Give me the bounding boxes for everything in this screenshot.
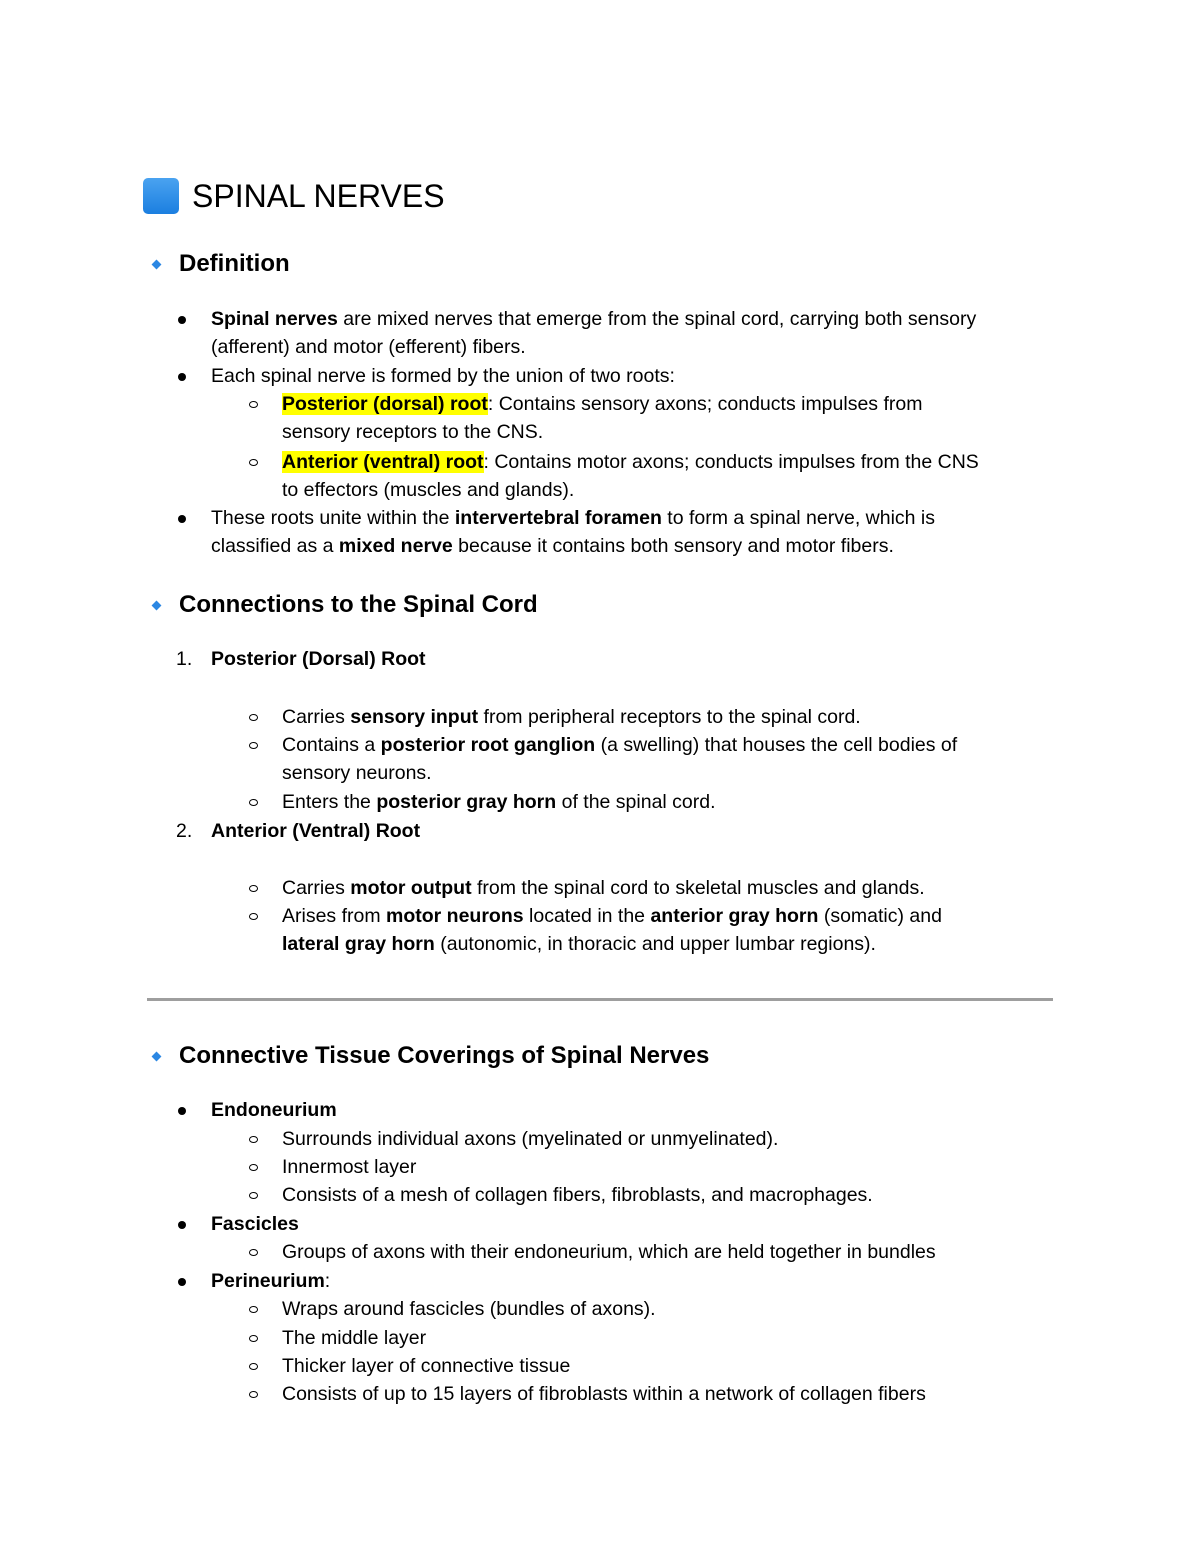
bullet-icon <box>178 1221 186 1229</box>
sub-list-item-text: (a swelling) that houses the cell bodies of <box>595 734 958 756</box>
bold-term: intervertebral foramen <box>454 507 662 529</box>
sub-list-item: Groups of axons with their endoneurium, which are held together in bundles <box>282 1241 936 1263</box>
list-item-title: Endoneurium <box>211 1099 337 1121</box>
bold-term: mixed nerve <box>338 535 453 557</box>
sub-list-item: Thicker layer of connective tissue <box>282 1355 571 1377</box>
sub-list-item-text: Arises from <box>282 905 387 927</box>
list-item-text: classified as a <box>211 535 339 557</box>
list-number: 2. <box>176 820 193 842</box>
sub-list-item-continuation: to effectors (muscles and glands). <box>282 479 575 501</box>
highlighted-term: Anterior (ventral) root <box>282 451 484 473</box>
bullet-icon <box>178 1107 186 1115</box>
section-heading-definition <box>152 249 290 279</box>
sub-list-item <box>282 703 861 731</box>
sub-list-item <box>282 902 942 930</box>
sub-list-item: The middle layer <box>282 1327 427 1349</box>
list-item-text: : <box>324 1270 331 1292</box>
hollow-bullet-icon <box>249 459 258 466</box>
sub-list-item-text: Enters the <box>282 791 377 813</box>
numbered-item-title: Anterior (Ventral) Root <box>211 820 421 842</box>
hollow-bullet-icon <box>249 1363 258 1370</box>
section-heading-coverings <box>152 1041 709 1071</box>
sub-list-item <box>282 390 922 418</box>
sub-list-item-text: of the spinal cord. <box>556 791 716 813</box>
sub-list-item-text: : Contains sensory axons; conducts impulses from <box>487 393 923 415</box>
list-item: Each spinal nerve is formed by the union of two roots: <box>211 365 675 387</box>
sub-list-item-text: : Contains motor axons; conducts impulses from the CNS <box>483 451 979 473</box>
list-item-text: are mixed nerves that emerge from the spinal cord, carrying both sensory <box>337 308 977 330</box>
sub-list-item <box>282 448 979 476</box>
sub-list-item-text: Carries <box>282 706 351 728</box>
list-item-continuation: (afferent) and motor (efferent) fibers. <box>211 336 526 358</box>
hollow-bullet-icon <box>249 401 258 408</box>
list-number: 1. <box>176 648 193 670</box>
hollow-bullet-icon <box>249 1164 258 1171</box>
bold-term: motor neurons <box>386 905 524 927</box>
bold-term: anterior gray horn <box>650 905 819 927</box>
bullet-icon <box>178 515 186 523</box>
sub-list-item: Innermost layer <box>282 1156 417 1178</box>
bullet-icon <box>178 316 186 324</box>
sub-list-item-text: Carries <box>282 877 351 899</box>
hollow-bullet-icon <box>249 1306 258 1313</box>
section-heading-text: Definition <box>179 250 290 277</box>
bullet-icon <box>178 1278 186 1286</box>
list-item-text: because it contains both sensory and motor fibers. <box>452 535 894 557</box>
bold-term: posterior root ganglion <box>380 734 596 756</box>
section-heading-connections <box>152 590 538 620</box>
hollow-bullet-icon <box>249 714 258 721</box>
blue-diamond-icon <box>152 1051 162 1061</box>
blue-square-icon <box>143 178 179 214</box>
sub-list-item <box>282 731 957 759</box>
bold-term: Perineurium <box>211 1270 325 1292</box>
highlighted-term: Posterior (dorsal) root <box>282 393 488 415</box>
sub-list-item-text: from peripheral receptors to the spinal cord. <box>478 706 861 728</box>
list-item <box>211 305 976 333</box>
hollow-bullet-icon <box>249 885 258 892</box>
hollow-bullet-icon <box>249 1391 258 1398</box>
bold-term: Spinal nerves <box>211 308 338 330</box>
hollow-bullet-icon <box>249 799 258 806</box>
bold-term: lateral gray horn <box>282 933 435 955</box>
numbered-item-title: Posterior (Dorsal) Root <box>211 648 426 670</box>
sub-list-item-continuation: sensory receptors to the CNS. <box>282 421 544 443</box>
blue-diamond-icon <box>152 600 162 610</box>
hollow-bullet-icon <box>249 1192 258 1199</box>
horizontal-divider <box>147 998 1053 1001</box>
page-title-text: SPINAL NERVES <box>192 178 445 214</box>
sub-list-item-text: (autonomic, in thoracic and upper lumbar regions). <box>434 933 876 955</box>
bold-term: sensory input <box>350 706 479 728</box>
list-item-text: to form a spinal nerve, which is <box>661 507 936 529</box>
sub-list-item: Surrounds individual axons (myelinated or unmyelinated). <box>282 1128 779 1150</box>
list-item-title: Fascicles <box>211 1213 299 1235</box>
list-item-continuation <box>211 532 894 560</box>
sub-list-item-text: from the spinal cord to skeletal muscles and glands. <box>471 877 925 899</box>
sub-list-item-continuation <box>282 930 876 958</box>
bold-term: motor output <box>350 877 472 899</box>
bold-term: posterior gray horn <box>376 791 557 813</box>
hollow-bullet-icon <box>249 742 258 749</box>
page-title <box>143 176 445 216</box>
sub-list-item-text: located in the <box>523 905 651 927</box>
bullet-icon <box>178 373 186 381</box>
section-heading-text: Connections to the Spinal Cord <box>179 591 538 618</box>
sub-list-item: Consists of a mesh of collagen fibers, fibroblasts, and macrophages. <box>282 1184 873 1206</box>
sub-list-item: Wraps around fascicles (bundles of axons). <box>282 1298 656 1320</box>
list-item-title <box>211 1267 330 1295</box>
hollow-bullet-icon <box>249 1335 258 1342</box>
hollow-bullet-icon <box>249 913 258 920</box>
list-item <box>211 504 935 532</box>
section-heading-text: Connective Tissue Coverings of Spinal Nerves <box>179 1042 710 1069</box>
sub-list-item-text: Contains a <box>282 734 381 756</box>
hollow-bullet-icon <box>249 1136 258 1143</box>
blue-diamond-icon <box>152 259 162 269</box>
sub-list-item-continuation: sensory neurons. <box>282 762 432 784</box>
sub-list-item <box>282 788 716 816</box>
hollow-bullet-icon <box>249 1249 258 1256</box>
list-item-text: These roots unite within the <box>211 507 455 529</box>
sub-list-item <box>282 874 925 902</box>
sub-list-item-text: (somatic) and <box>818 905 942 927</box>
sub-list-item: Consists of up to 15 layers of fibroblasts within a network of collagen fibers <box>282 1383 926 1405</box>
